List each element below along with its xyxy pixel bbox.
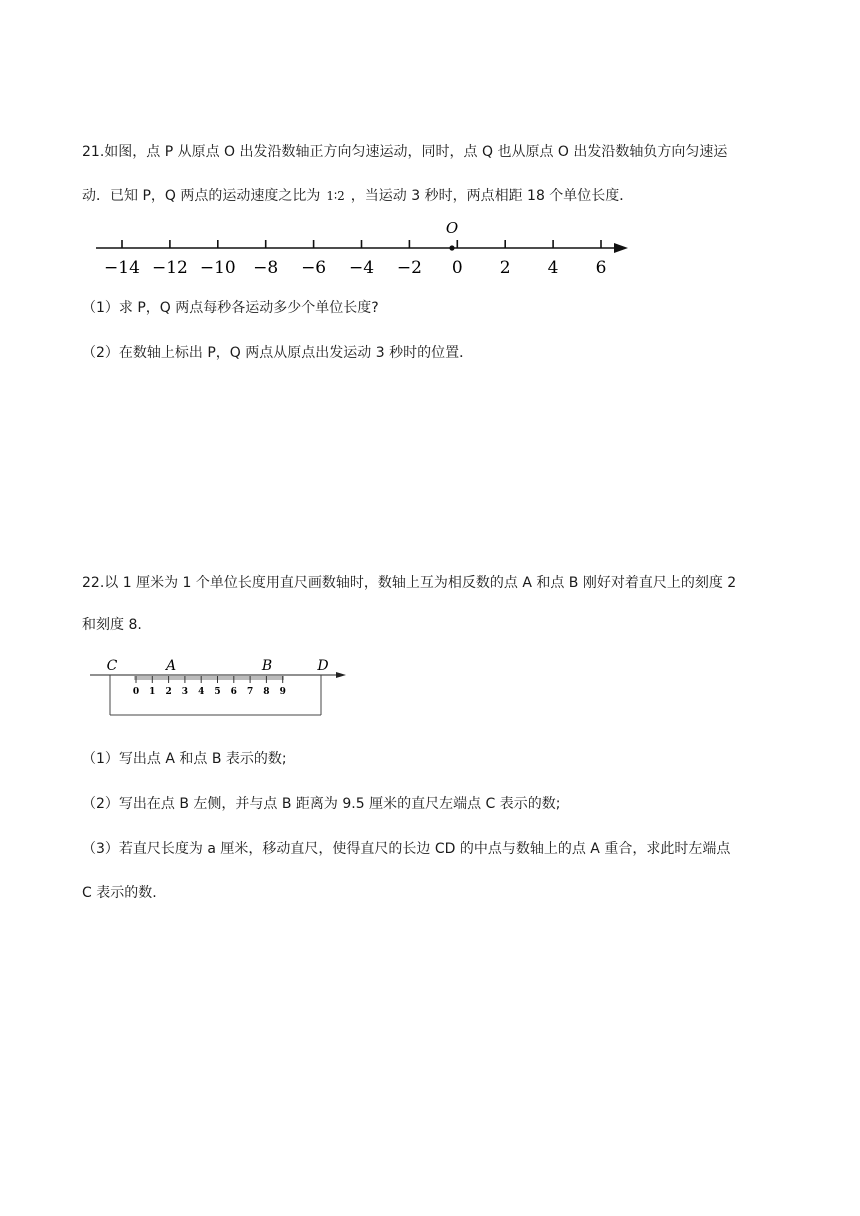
q21-text-line1: 21.如图，点 P 从原点 O 出发沿数轴正方向匀速运动，同时，点 Q 也从原点 O 出发沿数轴负方向匀速运 xyxy=(82,144,728,160)
q22-part3-line1: （3）若直尺长度为 a 厘米，移动直尺，使得直尺的长边 CD 的中点与数轴上的点 A 重合，求此时左端点 xyxy=(82,841,731,857)
q22-text-line2: 和刻度 8. xyxy=(82,617,142,633)
ruler-tick-label: 6 xyxy=(230,687,237,697)
point-label-c: C xyxy=(106,658,118,674)
ruler-tick-label: 4 xyxy=(198,687,205,697)
number-line-tick-label: −12 xyxy=(151,258,188,278)
q22-part1: （1）写出点 A 和点 B 表示的数; xyxy=(82,751,287,767)
number-line-tick-label: −4 xyxy=(348,258,375,278)
q21-text-line2 xyxy=(82,186,633,206)
q21-speed-ratio: 1∶2 xyxy=(326,189,345,203)
ruler-tick-label: 3 xyxy=(181,687,189,697)
number-line-tick-label: 6 xyxy=(595,258,607,278)
point-label-a: A xyxy=(165,658,177,674)
q22-part3-line2: C 表示的数. xyxy=(82,885,157,901)
ruler-tick-label: 2 xyxy=(165,687,172,697)
ruler-tick-label: 1 xyxy=(149,687,156,697)
number-line-tick-label: −10 xyxy=(199,258,236,278)
ruler-tick-label: 8 xyxy=(263,687,270,697)
q22-ruler-figure xyxy=(86,655,356,723)
number-line-tick-label: −14 xyxy=(104,258,140,278)
number-line-tick-label: 4 xyxy=(547,258,559,278)
q21-text-line2-before: 动．已知 P，Q 两点的运动速度之比为 xyxy=(82,188,321,204)
q21-text-line2-after: ，当运动 3 秒时，两点相距 18 个单位长度． xyxy=(350,188,634,204)
number-line-tick-label: 0 xyxy=(451,258,463,278)
number-line-tick-label: −8 xyxy=(253,258,279,278)
point-label-b: B xyxy=(261,658,273,674)
origin-label: O xyxy=(445,219,459,237)
number-line-tick-label: −6 xyxy=(301,258,327,278)
ruler-tick-label: 5 xyxy=(214,687,221,697)
ruler-number-line-arrow xyxy=(336,672,346,678)
q21-number-line xyxy=(90,214,635,282)
number-line-tick-label: −2 xyxy=(396,258,422,278)
ruler-fine-scale xyxy=(134,676,284,680)
ruler-tick-label: 7 xyxy=(246,687,254,697)
ruler-tick-label: 9 xyxy=(279,687,286,697)
number-line-arrow xyxy=(614,243,628,253)
q21-part2: （2）在数轴上标出 P，Q 两点从原点出发运动 3 秒时的位置． xyxy=(82,345,474,361)
number-line-ticks xyxy=(104,240,606,278)
ruler-tick-label: 0 xyxy=(132,687,140,697)
point-label-d: D xyxy=(317,658,329,674)
q22-part2: （2）写出在点 B 左侧，并与点 B 距离为 9.5 厘米的直尺左端点 C 表示的数; xyxy=(82,796,561,812)
q21-part1: （1）求 P，Q 两点每秒各运动多少个单位长度? xyxy=(82,300,379,316)
origin-point xyxy=(449,245,454,250)
q22-text-line1: 22.以 1 厘米为 1 个单位长度用直尺画数轴时，数轴上互为相反数的点 A 和点 B 刚好对着直尺上的刻度 2 xyxy=(82,575,737,591)
number-line-tick-label: 2 xyxy=(499,258,511,278)
